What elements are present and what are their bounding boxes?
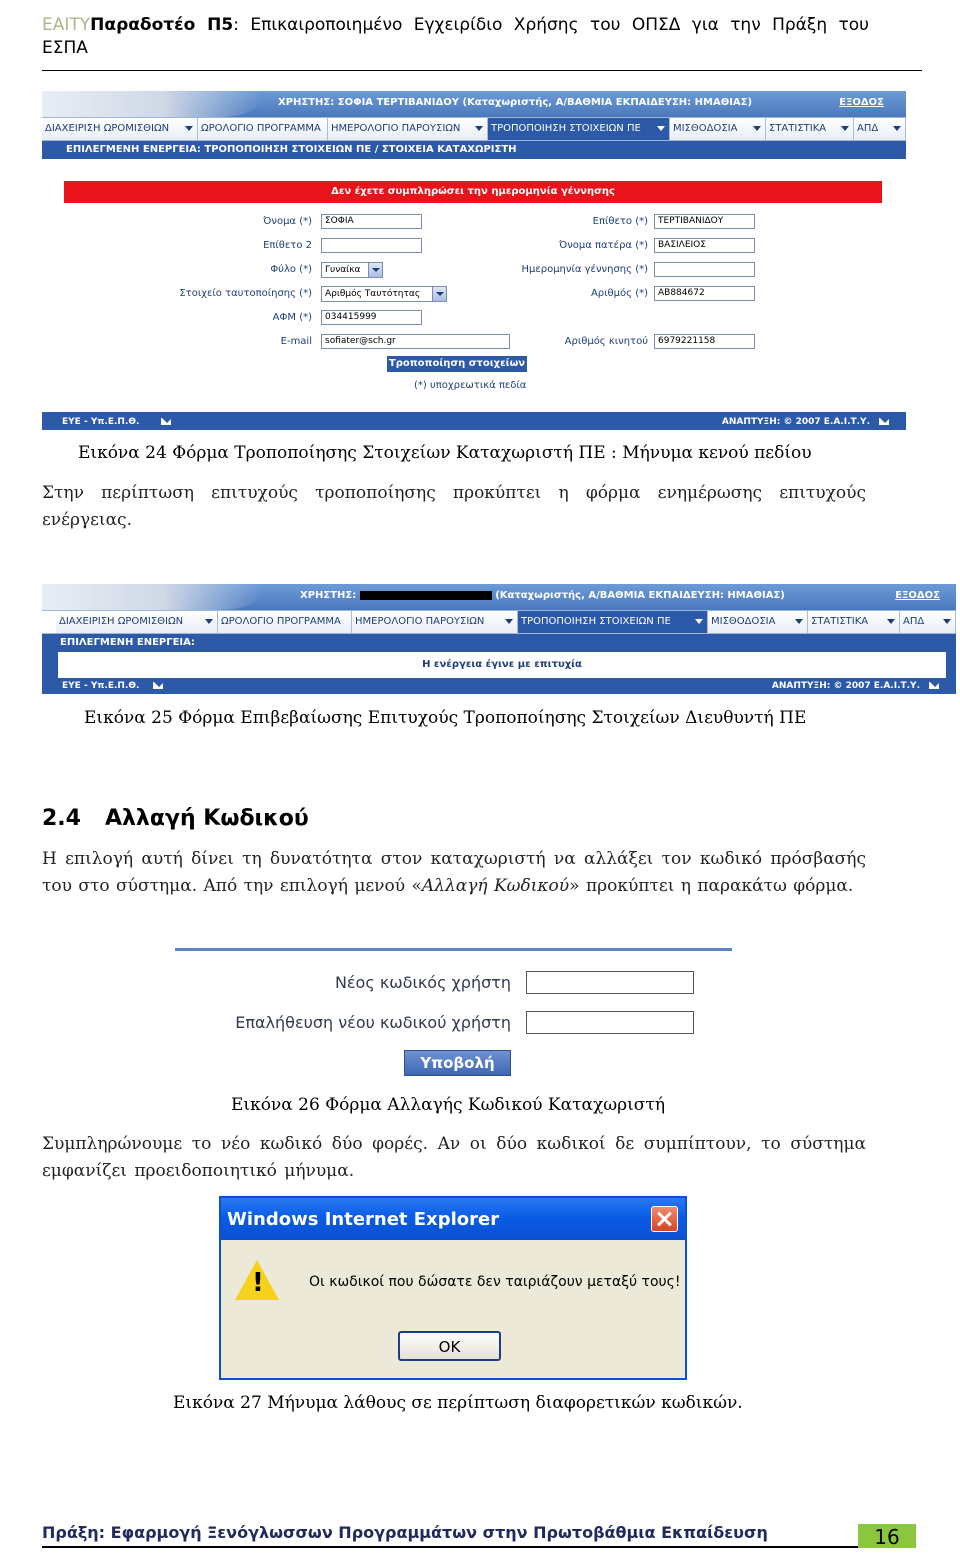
footer-divider: [42, 1546, 858, 1548]
label-father-name: Όνομα πατέρα (*): [559, 240, 648, 251]
menu-modify-data[interactable]: ΤΡΟΠΟΠΟΙΗΣΗ ΣΤΟΙΧΕΙΩΝ ΠΕ: [518, 611, 708, 633]
chevron-down-icon: [185, 126, 193, 131]
label-surname: Επίθετο (*): [592, 216, 648, 227]
user-role: (Καταχωριστής, Α/ΒΑΘΜΙΑ ΕΚΠΑΙΔΕΥΣΗ: ΗΜΑΘΙΑΣ): [495, 590, 785, 601]
document-footer: Πράξη: Εφαρμογή Ξενόγλωσσων Προγραμμάτων στην Πρωτοβάθμια Εκπαίδευση: [42, 1523, 768, 1542]
label-email: E-mail: [280, 336, 312, 347]
logout-link[interactable]: ΕΞΟΔΟΣ: [839, 97, 884, 108]
form-top-rule: [175, 948, 732, 951]
selected-action-bar: ΕΠΙΛΕΓΜΕΝΗ ΕΝΕΡΓΕΙΑ: ΤΡΟΠΟΠΟΙΗΣΗ ΣΤΟΙΧΕΙΩΝ ΠΕ / ΣΤΟΙΧΕΙΑ ΚΑΤΑΧΩΡΙΣΤΗ: [42, 141, 906, 159]
header-org: ΕΑΙΤΥ: [42, 15, 91, 35]
figure-caption-27: Εικόνα 27 Μήνυμα λάθους σε περίπτωση διαφορετικών κωδικών.: [173, 1393, 743, 1413]
screenshot-success-form: [42, 584, 956, 694]
redacted-name: [360, 591, 492, 600]
ok-button[interactable]: OK: [398, 1331, 501, 1361]
label-id-number: Αριθμός (*): [590, 288, 648, 299]
menu-apd[interactable]: ΑΠΔ: [854, 118, 906, 140]
afm-input[interactable]: 034415999: [321, 310, 422, 325]
header-divider: [42, 70, 922, 71]
header-title: : Επικαιροποιημένο Εγχειρίδιο Χρήσης του ΟΠΣΔ για την Πράξη του ΕΣΠΑ: [42, 15, 870, 58]
selected-action-bar: ΕΠΙΛΕΓΜΕΝΗ ΕΝΕΡΓΕΙΑ:: [42, 634, 956, 652]
chevron-down-icon: [887, 619, 895, 624]
new-password-label: Νέος κωδικός χρήστη: [334, 973, 511, 992]
surname2-input[interactable]: [321, 238, 422, 253]
label-birth-date: Ημερομηνία γέννησης (*): [521, 264, 648, 275]
success-body: [58, 652, 946, 678]
app-footer: [42, 414, 906, 430]
menu-statistics[interactable]: ΣΤΑΤΙΣΤΙΚΑ: [766, 118, 854, 140]
section-title: Αλλαγή Κωδικού: [104, 806, 309, 831]
confirm-password-label: Επαλήθευση νέου κωδικού χρήστη: [235, 1013, 511, 1032]
mail-icon[interactable]: [160, 417, 172, 426]
label-gender: Φύλο (*): [270, 264, 312, 275]
para2-text: Η επιλογή αυτή δίνει τη δυνατότητα στον καταχωριστή να αλλάξει τον κωδικό πρόσβασής του στο σύστημα. Από την επιλογή μενού «: [42, 849, 866, 896]
chevron-down-icon: [795, 619, 803, 624]
father-name-input[interactable]: ΒΑΣΙΛΕΙΟΣ: [654, 238, 755, 253]
menu-hourly-management[interactable]: ΔΙΑΧΕΙΡΙΣΗ ΩΡΟΜΙΣΘΙΩΝ: [56, 611, 218, 633]
first-name-input[interactable]: ΣΟΦΙΑ: [321, 214, 422, 229]
app-topbar: [42, 91, 906, 117]
confirm-password-input[interactable]: [526, 1011, 694, 1034]
paragraph-change-password: [42, 846, 866, 900]
main-menu: [42, 117, 906, 141]
mail-icon[interactable]: [928, 681, 940, 690]
user-info: ΧΡΗΣΤΗΣ: ΣΟΦΙΑ ΤΕΡΤΙΒΑΝΙΔΟΥ (Καταχωριστής, Α/ΒΑΘΜΙΑ ΕΚΠΑΙΔΕΥΣΗ: ΗΜΑΘΙΑΣ): [278, 97, 753, 108]
paragraph-mismatch: Συμπληρώνουμε το νέο κωδικό δύο φορές. Αν οι δύο κωδικοί δε συμπίπτουν, το σύστημα εμφανίζει προειδοποιητικό μήνυμα.: [42, 1134, 866, 1181]
exclamation-icon: !: [252, 1268, 264, 1298]
menu-payroll[interactable]: ΜΙΣΘΟΔΟΣΙΑ: [670, 118, 766, 140]
footer-credits: ΑΝΑΠΤΥΞΗ: © 2007 Ε.Α.Ι.Τ.Υ.: [771, 681, 920, 691]
label-identification: Στοιχείο ταυτοποίησης (*): [179, 288, 312, 299]
mail-icon[interactable]: [152, 681, 164, 690]
chevron-down-icon: [753, 126, 761, 131]
dropdown-arrow-icon: [368, 263, 382, 277]
gender-select[interactable]: Γυναίκα: [321, 262, 383, 278]
app-logo-swoosh: [42, 584, 262, 610]
footer-org: ΕΥΕ - Υπ.Ε.Π.Θ.: [62, 681, 140, 691]
menu-modify-data[interactable]: ΤΡΟΠΟΠΟΙΗΣΗ ΣΤΟΙΧΕΙΩΝ ΠΕ: [488, 118, 670, 140]
para2-text-end: » προκύπτει η παρακάτω φόρμα.: [569, 876, 854, 896]
menu-attendance[interactable]: ΗΜΕΡΟΛΟΓΙΟ ΠΑΡΟΥΣΙΩΝ: [328, 118, 488, 140]
user-label: ΧΡΗΣΤΗΣ:: [300, 590, 357, 601]
form-body: [42, 159, 906, 412]
required-fields-note: (*) υποχρεωτικά πεδία: [414, 380, 527, 391]
chevron-down-icon: [943, 619, 951, 624]
dialog-title: Windows Internet Explorer: [221, 1198, 685, 1240]
chevron-down-icon: [205, 619, 213, 624]
menu-statistics[interactable]: ΣΤΑΤΙΣΤΙΚΑ: [808, 611, 900, 633]
mail-icon[interactable]: [878, 417, 890, 426]
section-number: 2.4: [42, 806, 81, 831]
menu-schedule[interactable]: ΩΡΟΛΟΓΙΟ ΠΡΟΓΡΑΜΜΑ: [218, 611, 352, 633]
main-menu: [42, 610, 956, 634]
page-number: 16: [858, 1524, 916, 1548]
new-password-input[interactable]: [526, 971, 694, 994]
app-topbar: [42, 584, 956, 610]
label-surname2: Επίθετο 2: [263, 240, 312, 251]
chevron-down-icon: [475, 126, 483, 131]
label-first-name: Όνομα (*): [263, 216, 312, 227]
footer-credits: ΑΝΑΠΤΥΞΗ: © 2007 Ε.Α.Ι.Τ.Υ.: [721, 417, 870, 427]
label-afm: ΑΦΜ (*): [272, 312, 312, 323]
success-message: Η ενέργεια έγινε με επιτυχία: [422, 659, 582, 670]
identification-select[interactable]: Αριθμός Ταυτότητας: [321, 286, 447, 302]
alert-dialog: [219, 1196, 687, 1380]
birth-date-input[interactable]: [654, 262, 755, 277]
figure-caption-24: Εικόνα 24 Φόρμα Τροποποίησης Στοιχείων Καταχωριστή ΠΕ : Μήνυμα κενού πεδίου: [78, 443, 812, 463]
figure-caption-25: Εικόνα 25 Φόρμα Επιβεβαίωσης Επιτυχούς Τροποποίησης Στοιχείων Διευθυντή ΠΕ: [84, 708, 807, 728]
figure-caption-26: Εικόνα 26 Φόρμα Αλλαγής Κωδικού Καταχωριστή: [231, 1095, 666, 1115]
modify-data-button[interactable]: Τροποποίηση στοιχείων: [387, 356, 527, 372]
menu-attendance[interactable]: ΗΜΕΡΟΛΟΓΙΟ ΠΑΡΟΥΣΙΩΝ: [352, 611, 518, 633]
dialog-message: Οι κωδικοί που δώσατε δεν ταιριάζουν μεταξύ τους!: [309, 1274, 681, 1290]
close-icon[interactable]: [651, 1206, 678, 1232]
chevron-down-icon: [657, 126, 665, 131]
header-deliverable: Παραδοτέο Π5: [90, 15, 234, 35]
chevron-down-icon: [893, 126, 901, 131]
menu-schedule[interactable]: ΩΡΟΛΟΓΙΟ ΠΡΟΓΡΑΜΜΑ: [198, 118, 328, 140]
app-footer: [42, 678, 956, 694]
menu-hourly-management[interactable]: ΔΙΑΧΕΙΡΙΣΗ ΩΡΟΜΙΣΘΙΩΝ: [42, 118, 198, 140]
label-mobile: Αριθμός κινητού: [564, 336, 648, 347]
logout-link[interactable]: ΕΞΟΔΟΣ: [895, 590, 940, 601]
footer-org: ΕΥΕ - Υπ.Ε.Π.Θ.: [62, 417, 140, 427]
app-logo-swoosh: [42, 91, 262, 117]
chevron-down-icon: [841, 126, 849, 131]
user-info: [300, 590, 785, 601]
menu-payroll[interactable]: ΜΙΣΘΟΔΟΣΙΑ: [708, 611, 808, 633]
mobile-input[interactable]: 6979221158: [654, 334, 755, 349]
chevron-down-icon: [695, 619, 703, 624]
section-heading: [42, 806, 309, 831]
submit-button[interactable]: Υποβολή: [404, 1050, 511, 1076]
chevron-down-icon: [505, 619, 513, 624]
menu-apd[interactable]: ΑΠΔ: [900, 611, 956, 633]
email-input[interactable]: sofiater@sch.gr: [321, 334, 510, 349]
surname-input[interactable]: ΤΕΡΤΙΒΑΝΙΔΟΥ: [654, 214, 755, 229]
screenshot-modify-form: [42, 91, 906, 430]
paragraph-success: Στην περίπτωση επιτυχούς τροποποίησης προκύπτει η φόρμα ενημέρωσης επιτυχούς ενέργειας.: [42, 483, 866, 530]
menu-reference: Αλλαγή Κωδικού: [421, 876, 570, 896]
dropdown-arrow-icon: [432, 287, 446, 301]
document-header: [42, 14, 872, 60]
error-message: Δεν έχετε συμπληρώσει την ημερομηνία γέννησης: [64, 181, 882, 203]
id-number-input[interactable]: ΑΒ884672: [654, 286, 755, 301]
